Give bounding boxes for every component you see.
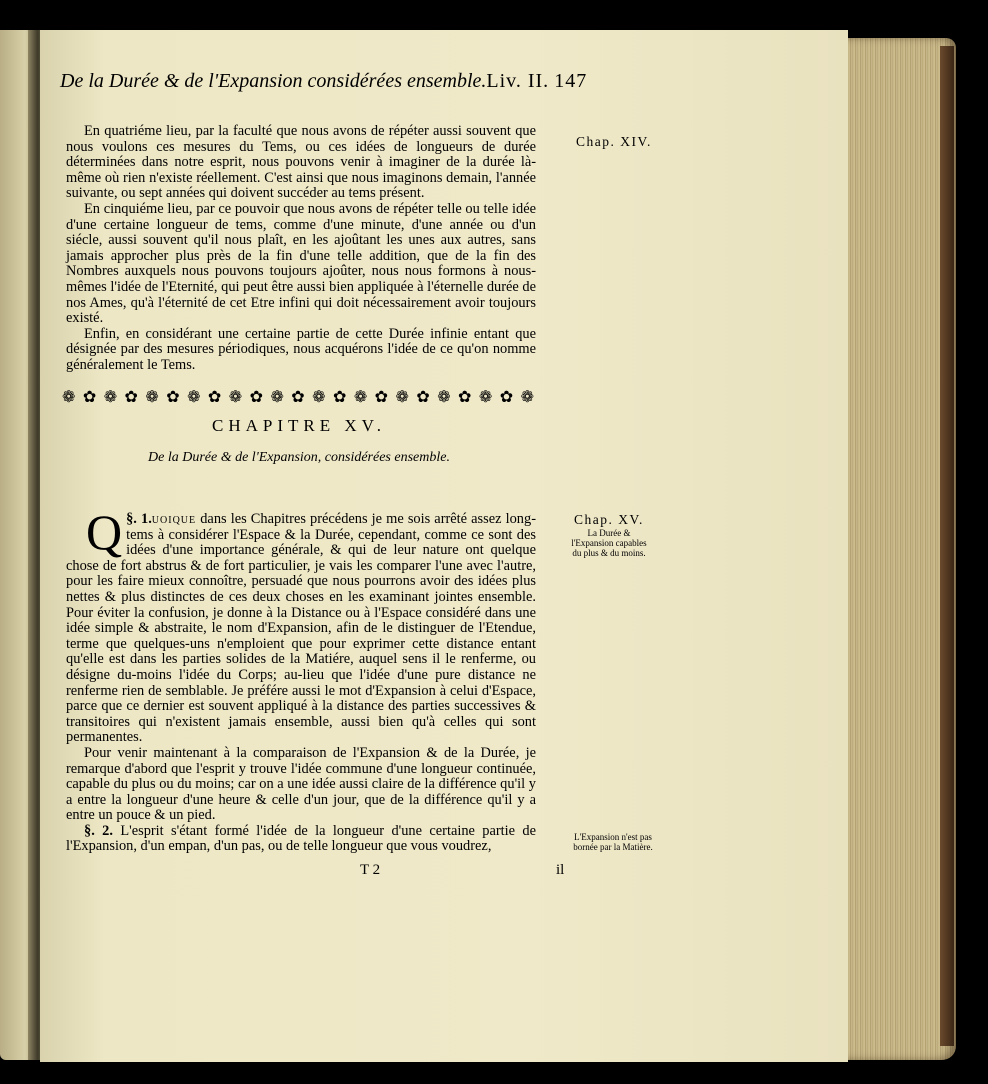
paragraph-cinquieme: En cinquiéme lieu, par ce pouvoir que nous avons de répéter telle ou telle idée d'une certaine longueur de tems, comme d'une minute, d'une année ou d'un siécle, aussi souvent qu'il nous plaît, en les ajoûtant les unes aux autres, sans jamais approcher plus près de la fin d'une telle addition, que de la fin des Nombres auxquels nous pouvons toujours ajoûter, nous nous formons à nous-mêmes l'idée de l'Eternité, qui peut être aussi bien appliquée à l'éternelle durée de nos Ames, qu'à l'éternité de cet Etre infini qui doit nécessairement avoir toujours existé.	[66, 200, 536, 327]
section-1-lead: uoique	[151, 511, 197, 527]
page-number: 147	[554, 70, 588, 92]
paragraph-quatrieme: En quatriéme lieu, par la faculté que nous avons de répéter aussi souvent que nous voulons ces mesures du Tems, ou ces idées de longueurs de durée déterminées dans notre esprit, nous pouvons venir à imaginer de la durée là-même où rien n'existe réellement. C'est ainsi que nous imaginons demain, l'année suivante, ou sept années qui doivent succéder au tems présent.	[66, 123, 536, 202]
section-2-body: L'esprit s'étant formé l'idée de la longueur d'une certaine partie de l'Expansion, d'un empan, d'un pas, ou de telle longueur que vous voudrez,	[66, 822, 536, 855]
drop-cap: Q	[86, 504, 123, 560]
ornament-band: ❁ ✿ ❁ ✿ ❁ ✿ ❁ ✿ ❁ ✿ ❁ ✿ ❁ ✿ ❁ ✿ ❁ ✿ ❁ ✿ ❁ ✿ ❁	[62, 389, 534, 406]
section-1-text	[66, 504, 536, 855]
section-1-paragraph	[66, 504, 536, 746]
section-2-paragraph	[66, 824, 536, 855]
section-2-marker: §. 2.	[84, 822, 113, 839]
margin-note-bornee: L'Expansion n'est pas bornée par la Matière.	[573, 832, 653, 852]
chapter-subtitle: De la Durée & de l'Expansion, considérées ensemble.	[148, 450, 450, 465]
running-head	[60, 70, 588, 93]
chapter-xiv-end-text	[66, 124, 536, 374]
margin-chapter-xv: Chap. XV.	[574, 512, 644, 527]
section-1-marker: §. 1.	[126, 511, 152, 527]
signature-mark: T 2	[360, 862, 381, 878]
section-1-paragraph-2: Pour venir maintenant à la comparaison de l'Expansion & de la Durée, je remarque d'abord que l'esprit y trouve l'idée commune d'une longueur continuée, capable du plus ou du moins; car on a une idée aussi claire de la différence qu'il y a entre la longueur d'une heure & celle d'un jour, que de la différence qu'il y a entre un pouce & un pied.	[66, 744, 536, 824]
margin-chapter-xiv: Chap. XIV.	[576, 134, 652, 149]
book-cover-edge	[940, 46, 954, 1046]
catchword: il	[556, 862, 565, 878]
chapter-title: CHAPITRE XV.	[212, 416, 386, 435]
book-number: Liv. II.	[486, 70, 550, 92]
margin-note-capables: La Durée & l'Expansion capables du plus & du moins.	[571, 528, 647, 558]
section-1-body: dans les Chapitres précédens je me sois arrêté assez long-tems à considérer l'Espace & la Durée, cependant, comme ce sont des idées d'une importance générale, & qui de leur nature ont quelque chose de fort abstrus & de fort particulier, je vais les comparer l'une avec l'autre, pour les faire mieux connoître, persuadé que nous pourrons avoir des idées plus nettes & plus distinctes de ces deux choses en les examinant jointes ensemble. Pour éviter la confusion, je donne à la Distance ou à l'Espace considéré dans une idée simple & abstraite, le nom d'Expansion, afin de le distinguer de l'Etendue, terme que quelques-uns n'emploient que pour exprimer cette distance entant qu'elle est dans les parties solides de la Matiére, auquel sens il le renferme, ou désigne du-moins l'idée du Corps; au-lieu que l'idée d'une pure distance ne renferme rien de semblable. Je préfére aussi le mot d'Expansion à celui d'Espace, parce que ce dernier est souvent appliqué à la distance des parties successives & transitoires qui n'existent jamais ensemble, aussi bien qu'à celles qui sont permanentes.	[66, 511, 536, 746]
paragraph-enfin: Enfin, en considérant une certaine partie de cette Durée infinie entant que désignée par des mesures périodiques, nous acquérons l'idée de ce qu'on nomme généralement le Tems.	[66, 325, 536, 373]
running-title: De la Durée & de l'Expansion considérées ensemble.	[60, 70, 487, 92]
